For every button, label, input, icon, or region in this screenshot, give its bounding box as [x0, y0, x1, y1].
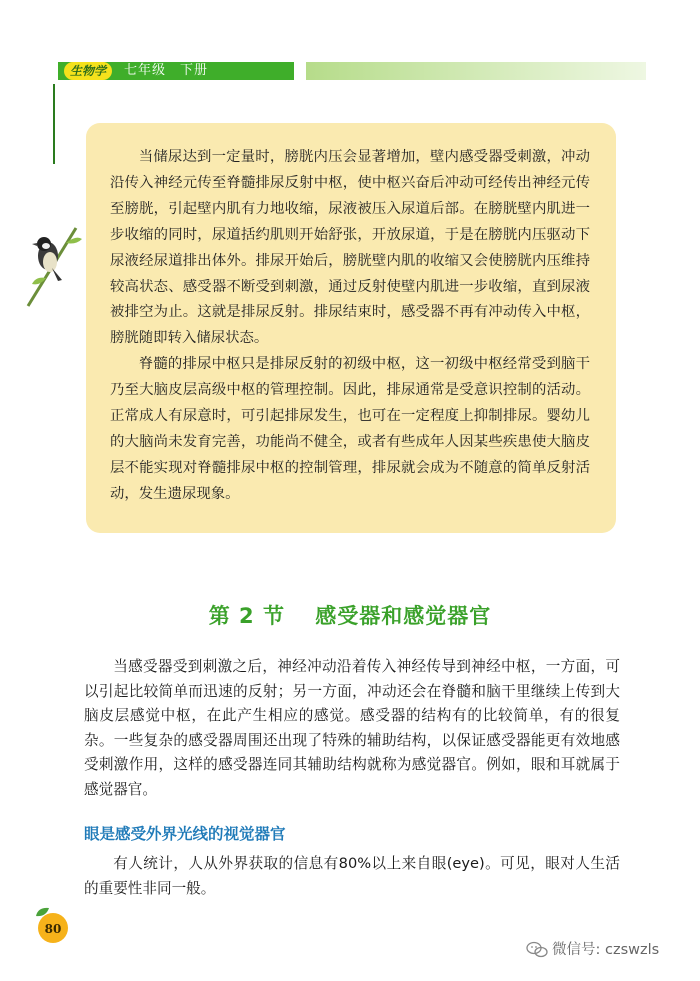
- grade-label: 七年级 下册: [124, 63, 209, 78]
- page-number: 80: [38, 913, 68, 943]
- section-body: [84, 655, 620, 803]
- bird-illustration-icon: [26, 218, 86, 308]
- wechat-watermark: [526, 938, 659, 962]
- note-paragraph-1: 当储尿达到一定量时，膀胱内压会显著增加，壁内感受器受刺激，冲动沿传入神经元传至脊髓排尿反射中枢，使中枢兴奋后冲动可经传出神经元传至膀胱，引起壁内肌有力地收缩，尿液被压入尿道后部。在膀胱壁内肌进一步收缩的同时，尿道括约肌则开始舒张，开放尿道，于是在膀胱内压驱动下尿液经尿道排出体外。排尿开始后，膀胱壁内肌的收缩又会使膀胱内压维持较高状态、感受器不断受到刺激，通过反射使壁内肌进一步收缩，直到尿液被排空为止。这就是排尿反射。排尿结束时，感受器不再有冲动传入中枢，膀胱随即转入储尿状态。: [110, 149, 590, 347]
- note-paragraph-2: 脊髓的排尿中枢只是排尿反射的初级中枢，这一初级中枢经常受到脑干乃至大脑皮层高级中枢的管理控制。因此，排尿通常是受意识控制的活动。正常成人有尿意时，可引起排尿发生，也可在一定程度上抑制排尿。婴幼儿的大脑尚未发育完善，功能尚不健全，或者有些成年人因某些疾患使大脑皮层不能实现对脊髓排尿中枢的控制管理，排尿就会成为不随意的简单反射活动，发生遗尿现象。: [110, 356, 590, 502]
- wechat-icon: [526, 941, 548, 959]
- subsection-heading: 眼是感受外界光线的视觉器官: [84, 825, 286, 843]
- section-paragraph: 当感受器受到刺激之后，神经冲动沿着传入神经传导到神经中枢，一方面，可以引起比较简单而迅速的反射；另一方面，冲动还会在脊髓和脑干里继续上传到大脑皮层感觉中枢，在此产生相应的感觉。感受器的结构有的比较简单，有的很复杂。一些复杂的感受器周围还出现了特殊的辅助结构，以保证感受器能更有效地感受刺激作用，这样的感受器连同其辅助结构就称为感觉器官。例如，眼和耳就属于感觉器官。: [84, 658, 620, 798]
- watermark-text: 微信号: czswzls: [552, 942, 660, 958]
- margin-rule: [53, 84, 55, 164]
- subsection-body: [84, 852, 620, 901]
- subject-badge: 生物学: [64, 62, 112, 80]
- subsection-paragraph: 有人统计，人从外界获取的信息有80%以上来自眼(eye)。可见，眼对人生活的重要性非同一般。: [84, 855, 620, 897]
- header-gradient-bar: [306, 62, 646, 80]
- reading-note-box: [86, 123, 616, 533]
- section-title: 第 2 节 感受器和感觉器官: [208, 604, 492, 628]
